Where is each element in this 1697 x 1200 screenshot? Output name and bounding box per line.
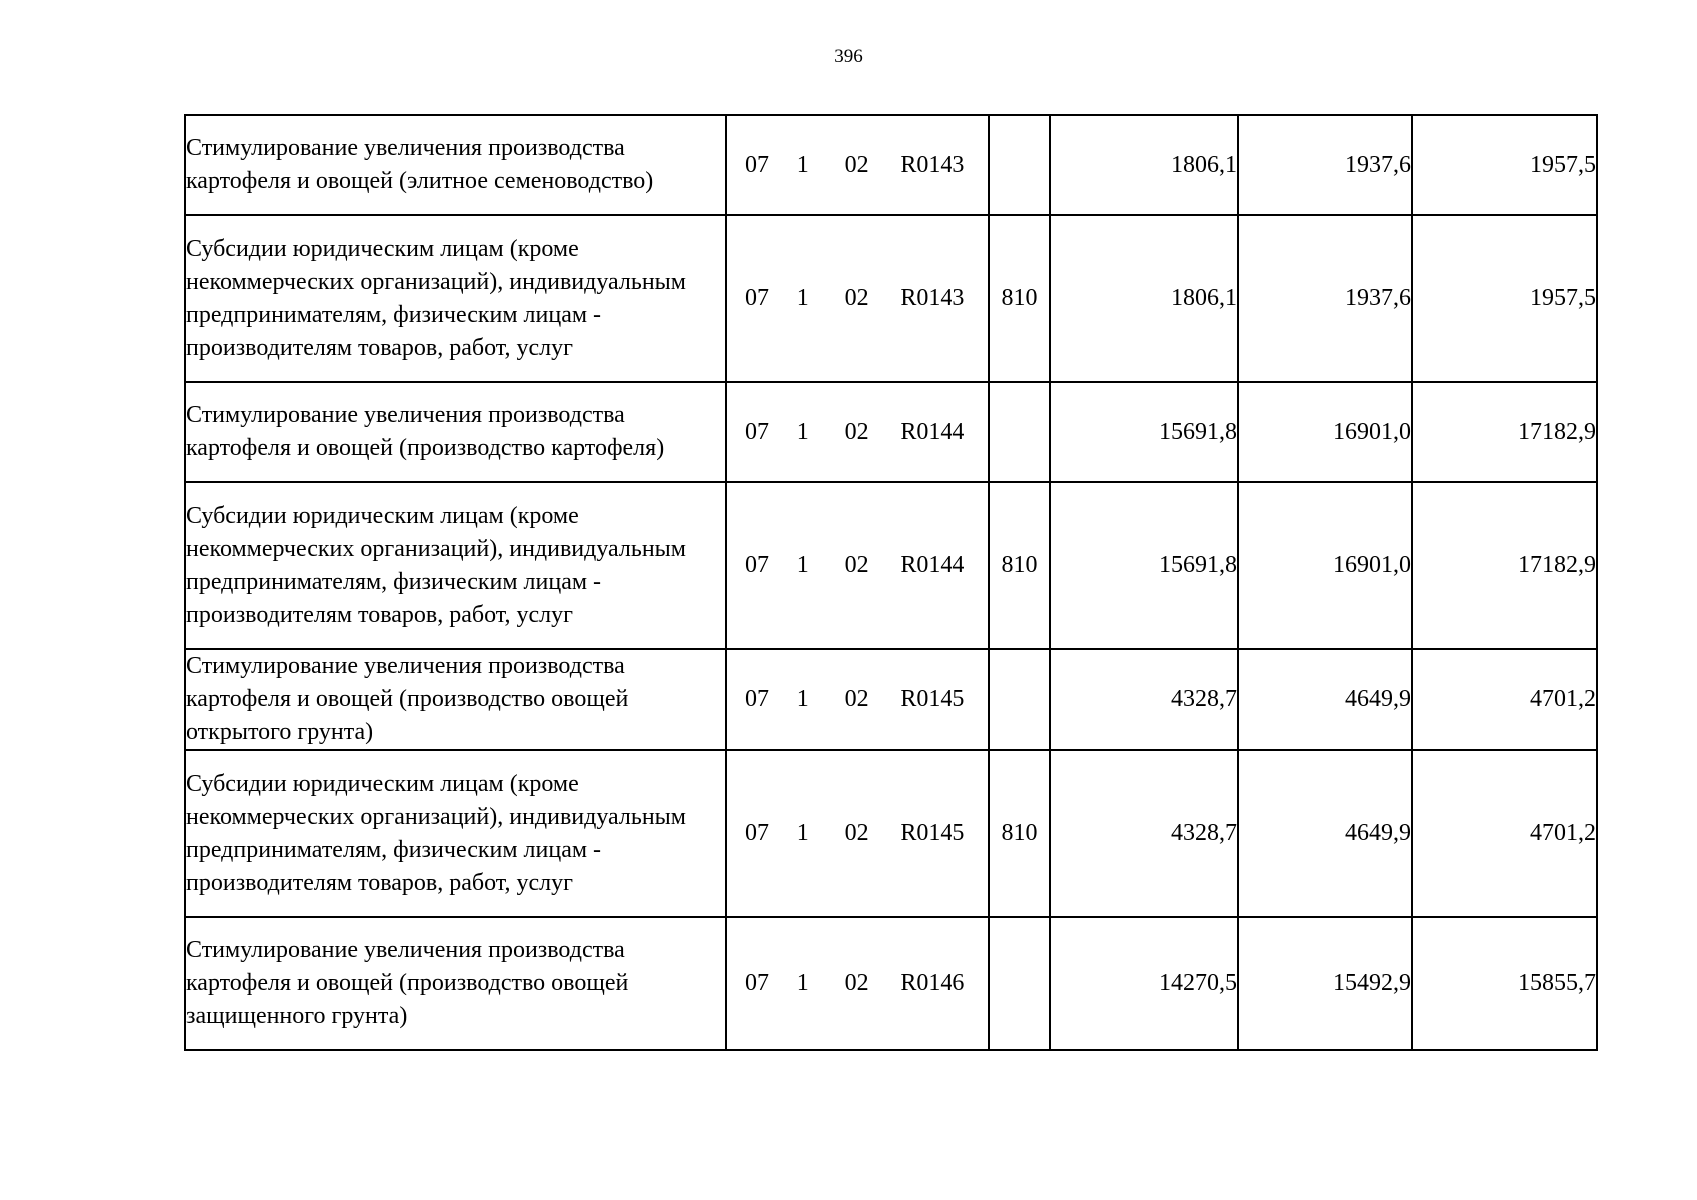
value-year-2: 4649,9 [1238,649,1412,750]
value-year-3: 4701,2 [1412,750,1597,917]
value-year-3: 1957,5 [1412,215,1597,382]
code-cell [726,750,989,917]
value-year-2: 1937,6 [1238,215,1412,382]
section-code: 07 [745,970,769,996]
row-description: Субсидии юридическим лицам (кроме некоммерческих организаций), индивидуальным предпринимателям, физическим лицам - производителям товаров, работ, услуг [185,482,726,649]
program-code: 1 [796,686,809,712]
table-row [185,215,1597,382]
value-year-2: 4649,9 [1238,750,1412,917]
section-code: 07 [745,686,769,712]
article-code: R0146 [900,970,965,996]
code-cell [726,482,989,649]
code-cell [726,917,989,1050]
value-year-1: 4328,7 [1050,750,1238,917]
program-code: 1 [796,820,809,846]
program-code: 1 [796,151,809,178]
row-description: Стимулирование увеличения производства картофеля и овощей (производство картофеля) [185,382,726,482]
article-code: R0143 [900,151,965,178]
row-description: Субсидии юридическим лицам (кроме некоммерческих организаций), индивидуальным предпринимателям, физическим лицам - производителям товаров, работ, услуг [185,750,726,917]
section-code: 07 [745,820,769,846]
expense-type [989,917,1050,1050]
value-year-1: 15691,8 [1050,382,1238,482]
expense-type [989,649,1050,750]
table-row [185,750,1597,917]
expense-type: 810 [989,215,1050,382]
code-cell [726,649,989,750]
program-code: 1 [796,285,809,311]
subprogram-code: 02 [844,151,869,178]
article-code: R0145 [900,686,965,712]
subprogram-code: 02 [844,820,869,846]
value-year-1: 1806,1 [1050,115,1238,215]
subprogram-code: 02 [844,970,869,996]
expense-type: 810 [989,750,1050,917]
row-description: Субсидии юридическим лицам (кроме некоммерческих организаций), индивидуальным предпринимателям, физическим лицам - производителям товаров, работ, услуг [185,215,726,382]
value-year-1: 15691,8 [1050,482,1238,649]
section-code: 07 [745,285,769,311]
subprogram-code: 02 [844,285,869,311]
section-code: 07 [745,418,769,445]
value-year-3: 4701,2 [1412,649,1597,750]
subprogram-code: 02 [844,686,869,712]
article-code: R0143 [900,285,965,311]
expense-type: 810 [989,482,1050,649]
article-code: R0144 [900,418,965,445]
value-year-3: 15855,7 [1412,917,1597,1050]
subprogram-code: 02 [844,418,869,445]
budget-table [184,114,1598,1051]
expense-type [989,115,1050,215]
table-row [185,482,1597,649]
code-cell [726,382,989,482]
program-code: 1 [796,970,809,996]
code-cell [726,215,989,382]
expense-type [989,382,1050,482]
table-row [185,649,1597,750]
value-year-3: 17182,9 [1412,382,1597,482]
value-year-1: 4328,7 [1050,649,1238,750]
table-row [185,382,1597,482]
page-number: 396 [834,46,863,67]
program-code: 1 [796,552,809,578]
table-row [185,115,1597,215]
article-code: R0145 [900,820,965,846]
value-year-3: 1957,5 [1412,115,1597,215]
row-description: Стимулирование увеличения производства картофеля и овощей (элитное семеноводство) [185,115,726,215]
program-code: 1 [796,418,809,445]
value-year-2: 16901,0 [1238,482,1412,649]
value-year-2: 15492,9 [1238,917,1412,1050]
value-year-1: 14270,5 [1050,917,1238,1050]
subprogram-code: 02 [844,552,869,578]
row-description: Стимулирование увеличения производства картофеля и овощей (производство овощей открытого грунта) [185,649,726,750]
table-row [185,917,1597,1050]
value-year-2: 1937,6 [1238,115,1412,215]
article-code: R0144 [900,552,965,578]
section-code: 07 [745,552,769,578]
section-code: 07 [745,151,769,178]
row-description: Стимулирование увеличения производства картофеля и овощей (производство овощей защищенного грунта) [185,917,726,1050]
value-year-1: 1806,1 [1050,215,1238,382]
value-year-3: 17182,9 [1412,482,1597,649]
value-year-2: 16901,0 [1238,382,1412,482]
code-cell [726,115,989,215]
